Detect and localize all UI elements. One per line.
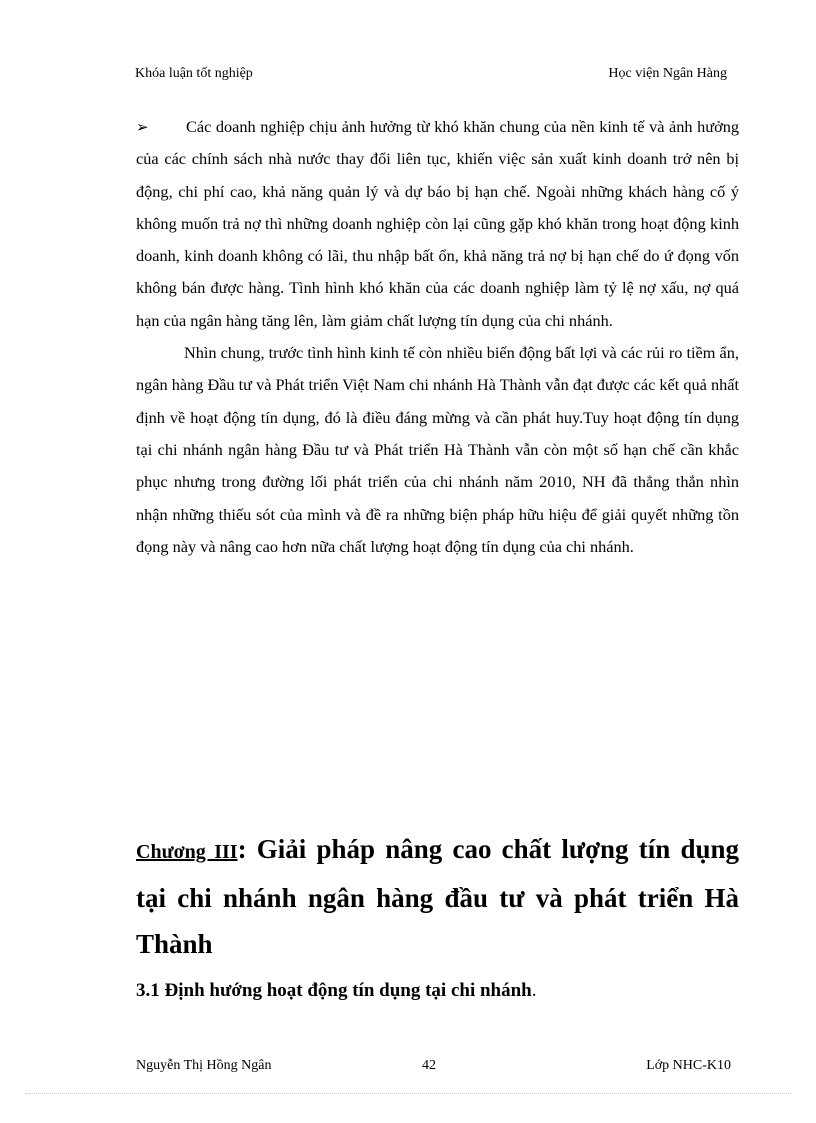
section-heading <box>136 980 739 1002</box>
header-thesis-type: Khóa luận tốt nghiệp <box>135 66 253 81</box>
header-institution: Học viện Ngân Hàng <box>608 66 727 81</box>
page-bottom-divider <box>25 1093 791 1094</box>
chapter-label: Chương III <box>136 841 238 863</box>
paragraph-1-text: Các doanh nghiệp chịu ảnh hưởng từ khó khăn chung của nền kinh tế và ảnh hưởng của các chính sách nhà nước thay đổi liên tục, khiến việc sản xuất kinh doanh trở nên bị động, chi phí cao, khả năng quản lý và dự báo bị hạn chế. Ngoài những khách hàng cố ý không muốn trả nợ thì những doanh nghiệp còn lại cũng gặp khó khăn trong hoạt động kinh doanh, kinh doanh không có lãi, thu nhập bất ổn, khả năng trả nợ bị hạn chế do ứ đọng vốn không bán được hàng. Tình hình khó khăn của các doanh nghiệp làm tỷ lệ nợ xấu, nợ quá hạn của ngân hàng tăng lên, làm giảm chất lượng tín dụng của chi nhánh. <box>136 117 739 330</box>
footer-author: Nguyễn Thị Hồng Ngân <box>136 1058 272 1073</box>
section-title: 3.1 Định hướng hoạt động tín dụng tại chi nhánh <box>136 980 532 1001</box>
body-text <box>136 111 739 563</box>
page-footer <box>136 1058 731 1078</box>
chapter-title: : Giải pháp nâng cao chất lượng tín dụng tại chi nhánh ngân hàng đầu tư và phát triển Hà Thành <box>136 834 739 959</box>
arrow-bullet-icon: ➢ <box>136 118 149 136</box>
paragraph-2: Nhìn chung, trước tình hình kinh tế còn nhiều biến động bất lợi và các rủi ro tiềm ẩn, ngân hàng Đầu tư và Phát triển Việt Nam chi nhánh Hà Thành vẫn đạt được các kết quả nhất định về hoạt động tín dụng, đó là điều đáng mừng và cần phát huy.Tuy hoạt động tín dụng tại chi nhánh ngân hàng Đầu tư và Phát triển Hà Thành vẫn còn một số hạn chế cần khắc phục nhưng trong đường lối phát triển của chi nhánh năm 2010, NH đã thẳng thắn nhìn nhận những thiếu sót của mình và đề ra những biện pháp hữu hiệu để giải quyết những tồn đọng này và nâng cao hơn nữa chất lượng hoạt động tín dụng của chi nhánh. <box>136 343 739 556</box>
paragraph-bullet <box>136 111 739 337</box>
footer-class: Lớp NHC-K10 <box>646 1058 731 1073</box>
page-header <box>135 66 727 88</box>
chapter-heading <box>136 826 739 967</box>
section-title-end: . <box>531 980 537 1001</box>
page-number: 42 <box>422 1058 436 1073</box>
